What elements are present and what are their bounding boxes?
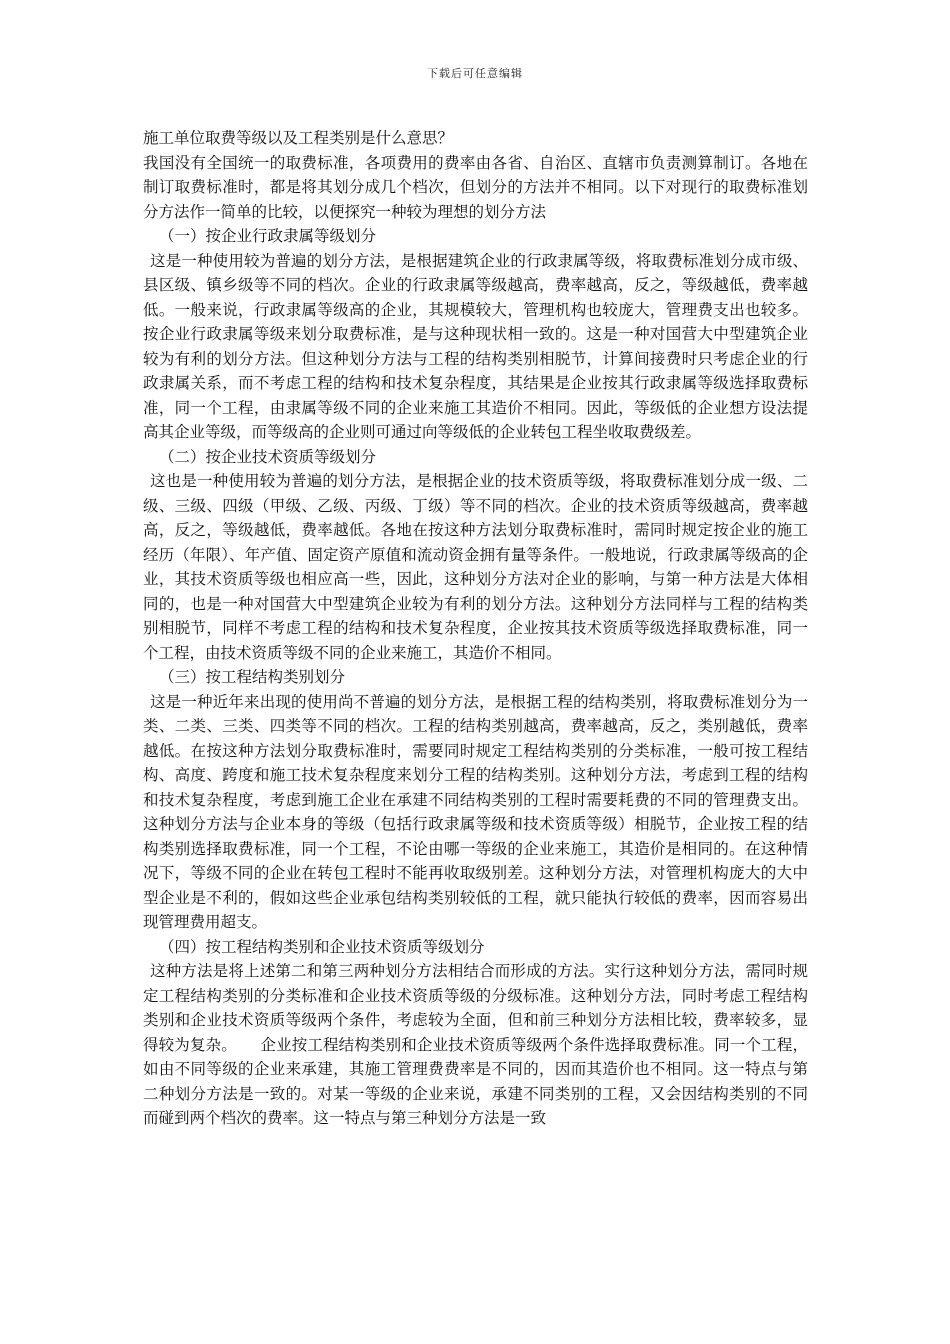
document-body [143, 126, 808, 1131]
section-body-3: 这是一种近年来出现的使用尚不普遍的划分方法，是根据工程的结构类别，将取费标准划分为一类、二类、三类、四类等不同的档次。工程的结构类别越高，费率越高，反之，类别越低，费率越低。在按这种方法划分取费标准时，需要同时规定工程结构类别的分类标准，一般可按工程结构、高度、跨度和施工技术复杂程度来划分工程的结构类别。这种划分方法，考虑到工程的结构和技术复杂程度，考虑到施工企业在承建不同结构类别的工程时需要耗费的不同的管理费支出。这种划分方法与企业本身的等级（包括行政隶属等级和技术资质等级）相脱节，企业按工程的结构类别选择取费标准，同一个工程，不论由哪一等级的企业来施工，其造价是相同的。在这种情况下，等级不同的企业在转包工程时不能再收取级别差。这种划分方法，对管理机构庞大的大中型企业是不利的，假如这些企业承包结构类别较低的工程，就只能执行较低的费率，因而容易出现管理费用超支。 [143, 692, 808, 931]
page-header: 下载后可任意编辑 [427, 67, 523, 80]
intro-paragraph: 我国没有全国统一的取费标准，各项费用的费率由各省、自治区、直辖市负责测算制订。各地在制订取费标准时，都是将其划分成几个档次，但划分的方法并不相同。以下对现行的取费标准划分方法作一简单的比较，以便探究一种较为理想的划分方法 [143, 153, 808, 221]
section-heading-2: （二）按企业技术资质等级划分 [159, 447, 377, 466]
section-heading-1: （一）按企业行政隶属等级划分 [159, 227, 377, 245]
section-heading-4: （四）按工程结构类别和企业技术资质等级划分 [159, 937, 485, 956]
section-body-4: 这种方法是将上述第二和第三两种划分方法相结合而形成的方法。实行这种划分方法，需同时规定工程结构类别的分类标准和企业技术资质等级的分级标准。这种划分方法，同时考虑工程结构类别和企业技术资质等级两个条件，考虑较为全面，但和前三种划分方法相比较，费率较多，显得较为复杂。 企业按工程结构类别和企业技术资质等级两个条件选择取费标准。同一个工程，如由不同等级的企业来承建，其施工管理费费率是不同的，因而其造价也不相同。这一特点与第二种划分方法是一致的。对某一等级的企业来说，承建不同类别的工程，又会因结构类别的不同而碰到两个档次的费率。这一特点与第三种划分方法是一致 [143, 962, 808, 1127]
section-body-1: 这是一种使用较为普遍的划分方法，是根据建筑企业的行政隶属等级，将取费标准划分成市级、县区级、镇乡级等不同的档次。企业的行政隶属等级越高，费率越高，反之，等级越低，费率越低。一般来说，行政隶属等级高的企业，其规模较大，管理机构也较庞大，管理费支出也较多。按企业行政隶属等级来划分取费标准，是与这种现状相一致的。这是一种对国营大中型建筑企业较为有利的划分方法。但这种划分方法与工程的结构类别相脱节，计算间接费时只考虑企业的行政隶属关系，而不考虑工程的结构和技术复杂程度，其结果是企业按其行政隶属等级选择取费标准，同一个工程，由隶属等级不同的企业来施工其造价不相同。因此，等级低的企业想方设法提高其企业等级，而等级高的企业则可通过向等级低的企业转包工程坐收取费级差。 [143, 251, 808, 441]
section-heading-3: （三）按工程结构类别划分 [159, 668, 346, 686]
document-title: 施工单位取费等级以及工程类别是什么意思？ [143, 129, 454, 147]
section-body-2: 这也是一种使用较为普遍的划分方法，是根据企业的技术资质等级，将取费标准划分成一级、二级、三级、四级（甲级、乙级、丙级、丁级）等不同的档次。企业的技术资质等级越高，费率越高，反之，等级越低，费率越低。各地在按这种方法划分取费标准时，需同时规定按企业的施工经历（年限）、年产值、固定资产原值和流动资金拥有量等条件。一般地说，行政隶属等级高的企业，其技术资质等级也相应高一些，因此，这种划分方法对企业的影响，与第一种方法是大体相同的，也是一种对国营大中型建筑企业较为有利的划分方法。这种划分方法同样与工程的结构类别相脱节，同样不考虑工程的结构和技术复杂程度，企业按其技术资质等级选择取费标准，同一个工程，由技术资质等级不同的企业来施工，其造价不相同。 [143, 472, 808, 662]
